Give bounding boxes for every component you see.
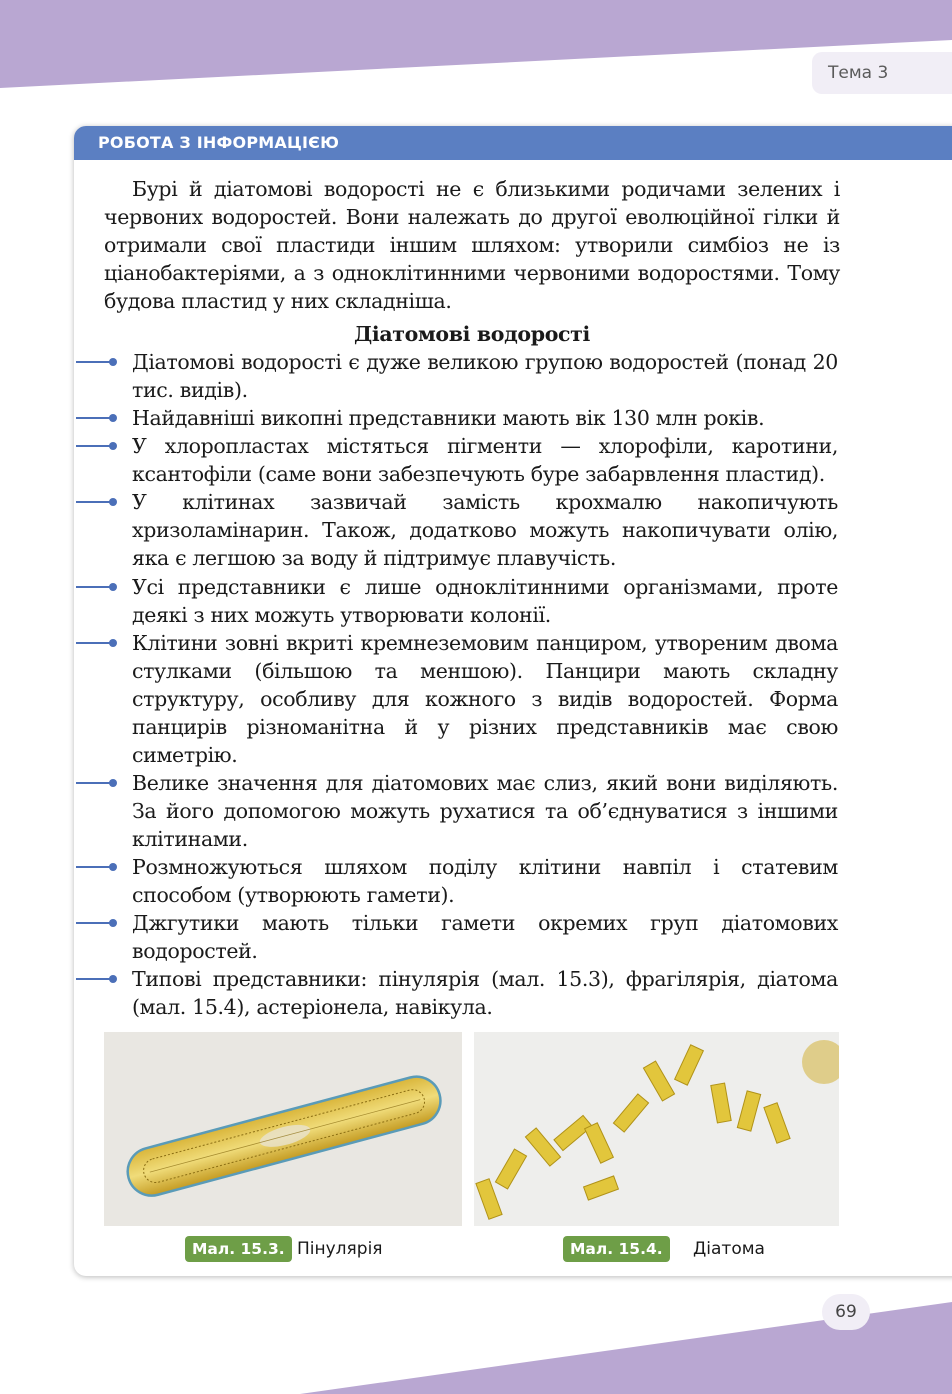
list-item-text: Клітини зовні вкриті кремнеземовим панциром, утвореним двома стулками (більшою та меншою). Панцири мають складну структуру, особливу для кожного з видів водоростей. Форма панцирів різноманітна й у різних представників має свою симетрію. <box>132 631 838 767</box>
bullet-dot-icon <box>109 639 117 647</box>
list-item <box>0 348 952 402</box>
card-header <box>74 126 952 160</box>
bullet-line <box>76 501 112 503</box>
bullet-dot-icon <box>109 975 117 983</box>
section-title: РОБОТА З ІНФОРМАЦІЄЮ <box>98 133 340 152</box>
list-item-text: Джгутики мають тільки гамети окремих груп діатомових водоростей. <box>132 911 838 963</box>
list-item <box>0 488 952 570</box>
subsection-title: Діатомові водорості <box>354 322 590 346</box>
bullet-line <box>76 361 112 363</box>
bullet-dot-icon <box>109 358 117 366</box>
figure-label: Мал. 15.3. <box>185 1236 292 1262</box>
list-item-text: Діатомові водорості є дуже великою групою водоростей (понад 20 тис. видів). <box>132 350 838 402</box>
list-item-text: Усі представники є лише одноклітинними організмами, проте деякі з них можуть утворювати колонії. <box>132 575 838 627</box>
intro-paragraph: Бурі й діатомові водорості не є близькими родичами зелених і червоних водоростей. Вони належать до другої еволюційної гілки й отримали свої пластиди іншим шляхом: утворили симбіоз не із ціанобактеріями, а з одноклітинними червоними водоростями. Тому будова пластид у них складніша. <box>104 177 840 313</box>
list-item <box>0 769 952 851</box>
bullet-dot-icon <box>109 863 117 871</box>
bullet-dot-icon <box>109 779 117 787</box>
list-item <box>0 432 952 486</box>
list-item-text: Типові представники: пінулярія (мал. 15.3), фрагілярія, діатома (мал. 15.4), астеріонела, навікула. <box>132 967 838 1019</box>
bullet-line <box>76 782 112 784</box>
bullet-line <box>76 417 112 419</box>
list-item <box>0 629 952 767</box>
list-item <box>0 404 952 432</box>
list-item-text: У хлоропластах містяться пігменти — хлорофіли, каротини, ксантофіли (саме вони забезпечують буре забарвлення пластид). <box>132 434 838 486</box>
bullet-dot-icon <box>109 583 117 591</box>
bullet-line <box>76 866 112 868</box>
figure-label: Мал. 15.4. <box>563 1236 670 1262</box>
diatoma-photo <box>474 1032 839 1226</box>
figure-caption: Діатома <box>693 1239 765 1259</box>
page-number: 69 <box>822 1294 870 1330</box>
list-item-text: У клітинах зазвичай замість крохмалю накопичують хризоламінарин. Також, додатково можуть накопичувати олію, яка є легшою за воду й підтримує плавучість. <box>132 490 838 570</box>
bullet-line <box>76 642 112 644</box>
bullet-line <box>76 922 112 924</box>
bullet-dot-icon <box>109 919 117 927</box>
bullet-line <box>76 586 112 588</box>
diatoma-illustration <box>474 1032 839 1226</box>
top-decorative-band <box>0 0 952 120</box>
bullet-dot-icon <box>109 442 117 450</box>
bullet-line <box>76 445 112 447</box>
list-item <box>0 965 952 1019</box>
bottom-decorative-band <box>0 1284 952 1394</box>
figure-caption: Пінулярія <box>297 1239 383 1259</box>
list-item <box>0 909 952 963</box>
pinnularia-photo <box>104 1032 462 1226</box>
bullet-dot-icon <box>109 498 117 506</box>
list-item <box>0 853 952 907</box>
pinnularia-illustration <box>104 1032 462 1226</box>
list-item-text: Найдавніші викопні представники мають вік 130 млн років. <box>132 406 765 430</box>
list-item-text: Розмножуються шляхом поділу клітини навпіл і статевим способом (утворюють гамети). <box>132 855 838 907</box>
list-item-text: Велике значення для діатомових має слиз, який вони виділяють. За його допомогою можуть рухатися та об’єднуватися з іншими клітинами. <box>132 771 838 851</box>
bullet-line <box>76 978 112 980</box>
bullet-dot-icon <box>109 414 117 422</box>
theme-tab: Тема 3 <box>812 52 952 94</box>
list-item <box>0 573 952 627</box>
